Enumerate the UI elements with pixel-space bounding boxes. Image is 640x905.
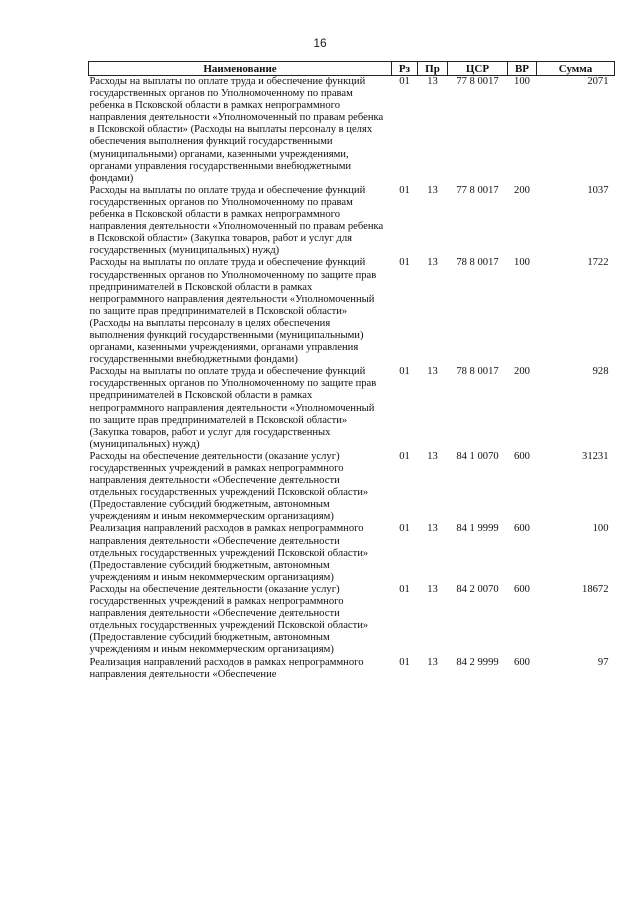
row-sum: 31231 xyxy=(582,450,609,462)
row-pr: 13 xyxy=(427,76,438,87)
row-pr: 13 xyxy=(427,656,438,668)
row-rz: 01 xyxy=(399,257,410,269)
row-sum: 97 xyxy=(597,656,609,668)
row-sum: 2071 xyxy=(587,76,609,87)
row-csr: 78 8 0017 xyxy=(456,257,499,269)
table-row xyxy=(89,584,615,657)
row-sum: 928 xyxy=(592,366,609,378)
row-name: Реализация направлений расходов в рамках непрограммного направления деятельности «Обеспечение деятельности отдельных государственных учреждений Псковской области» (Предоставление субсидий бюджетным, автономным учреждениям и иным некоммерческим организациям) xyxy=(89,523,369,583)
row-vr: 200 xyxy=(514,366,530,378)
row-rz: 01 xyxy=(399,656,410,668)
row-sum: 1037 xyxy=(587,184,609,196)
row-csr: 84 1 0070 xyxy=(456,450,499,462)
budget-table-container xyxy=(88,61,614,681)
table-row xyxy=(89,366,615,451)
row-sum: 100 xyxy=(592,523,609,535)
row-pr: 13 xyxy=(427,184,438,196)
row-csr: 77 8 0017 xyxy=(456,76,499,87)
header-name: Наименование xyxy=(89,62,392,76)
budget-table xyxy=(88,61,615,681)
row-name: Расходы на обеспечение деятельности (оказание услуг) государственных учреждений в рамках непрограммного направления деятельности «Обеспечение деятельности отдельных государственных учреждений Псковской области» (Предоставление субсидий бюджетным, автономным учреждениям и иным некоммерческим организациям) xyxy=(89,583,369,656)
table-row xyxy=(89,257,615,366)
row-csr: 84 2 9999 xyxy=(456,656,499,668)
row-pr: 13 xyxy=(427,523,438,535)
row-vr: 100 xyxy=(514,257,530,269)
header-sum: Сумма xyxy=(537,62,615,76)
row-rz: 01 xyxy=(399,450,410,462)
row-name: Расходы на обеспечение деятельности (оказание услуг) государственных учреждений в рамках непрограммного направления деятельности «Обеспечение деятельности отдельных государственных учреждений Псковской области» (Предоставление субсидий бюджетным, автономным учреждениям и иным некоммерческим организациям) xyxy=(89,450,369,523)
row-name: Расходы на выплаты по оплате труда и обеспечение функций государственных органов по Уполномоченному по правам ребенка в Псковской области в рамках непрограммного направления деятельности «Уполномоченный по правам ребенка в Псковской области» (Закупка товаров, работ и услуг для государственных (муниципальных) нужд) xyxy=(89,184,384,257)
row-pr: 13 xyxy=(427,583,438,595)
row-vr: 600 xyxy=(514,583,530,595)
row-vr: 100 xyxy=(514,76,530,87)
row-vr: 600 xyxy=(514,656,530,668)
row-rz: 01 xyxy=(399,523,410,535)
row-name: Реализация направлений расходов в рамках непрограммного направления деятельности «Обеспечение xyxy=(89,656,364,680)
row-sum: 1722 xyxy=(587,257,609,269)
header-vr: ВР xyxy=(508,62,537,76)
table-header-row xyxy=(89,62,615,76)
table-row xyxy=(89,657,615,681)
row-rz: 01 xyxy=(399,184,410,196)
row-vr: 200 xyxy=(514,184,530,196)
row-pr: 13 xyxy=(427,450,438,462)
table-row xyxy=(89,185,615,258)
row-vr: 600 xyxy=(514,450,530,462)
row-name: Расходы на выплаты по оплате труда и обеспечение функций государственных органов по Уполномоченному по защите прав предпринимателей в Псковской области в рамках непрограммного направления деятельности «Уполномоченный по защите прав предпринимателей в Псковской области» (Расходы на выплаты персоналу в целях обеспечения выполнения функций государственными (муниципальными) органами, казенными учреждениями, органами управления государственными внебюджетными фондами) xyxy=(89,257,377,366)
row-name: Расходы на выплаты по оплате труда и обеспечение функций государственных органов по Уполномоченному по защите прав предпринимателей в Псковской области в рамках непрограммного направления деятельности «Уполномоченный по защите прав предпринимателей в Псковской области» (Закупка товаров, работ и услуг для государственных (муниципальных) нужд) xyxy=(89,366,377,450)
row-csr: 78 8 0017 xyxy=(456,366,499,378)
row-sum: 18672 xyxy=(582,583,609,595)
row-csr: 77 8 0017 xyxy=(456,184,499,196)
table-row xyxy=(89,76,615,185)
row-vr: 600 xyxy=(514,523,530,535)
row-csr: 84 1 9999 xyxy=(456,523,499,535)
header-csr: ЦСР xyxy=(448,62,508,76)
row-rz: 01 xyxy=(399,366,410,378)
header-rz: Рз xyxy=(392,62,418,76)
row-pr: 13 xyxy=(427,257,438,269)
row-rz: 01 xyxy=(399,583,410,595)
row-name: Расходы на выплаты по оплате труда и обеспечение функций государственных органов по Уполномоченному по правам ребенка в Псковской области в рамках непрограммного направления деятельности «Уполномоченный по правам ребенка в Псковской области» (Расходы на выплаты персоналу в целях обеспечения выполнения функций государственными (муниципальными) органами, казенными учреждениями, органами управления государственными внебюджетными фондами) xyxy=(89,76,384,184)
table-row xyxy=(89,451,615,524)
row-pr: 13 xyxy=(427,366,438,378)
page-number: 16 xyxy=(313,36,327,50)
row-rz: 01 xyxy=(399,76,410,87)
header-pr: Пр xyxy=(418,62,448,76)
row-csr: 84 2 0070 xyxy=(456,583,499,595)
table-row xyxy=(89,523,615,583)
